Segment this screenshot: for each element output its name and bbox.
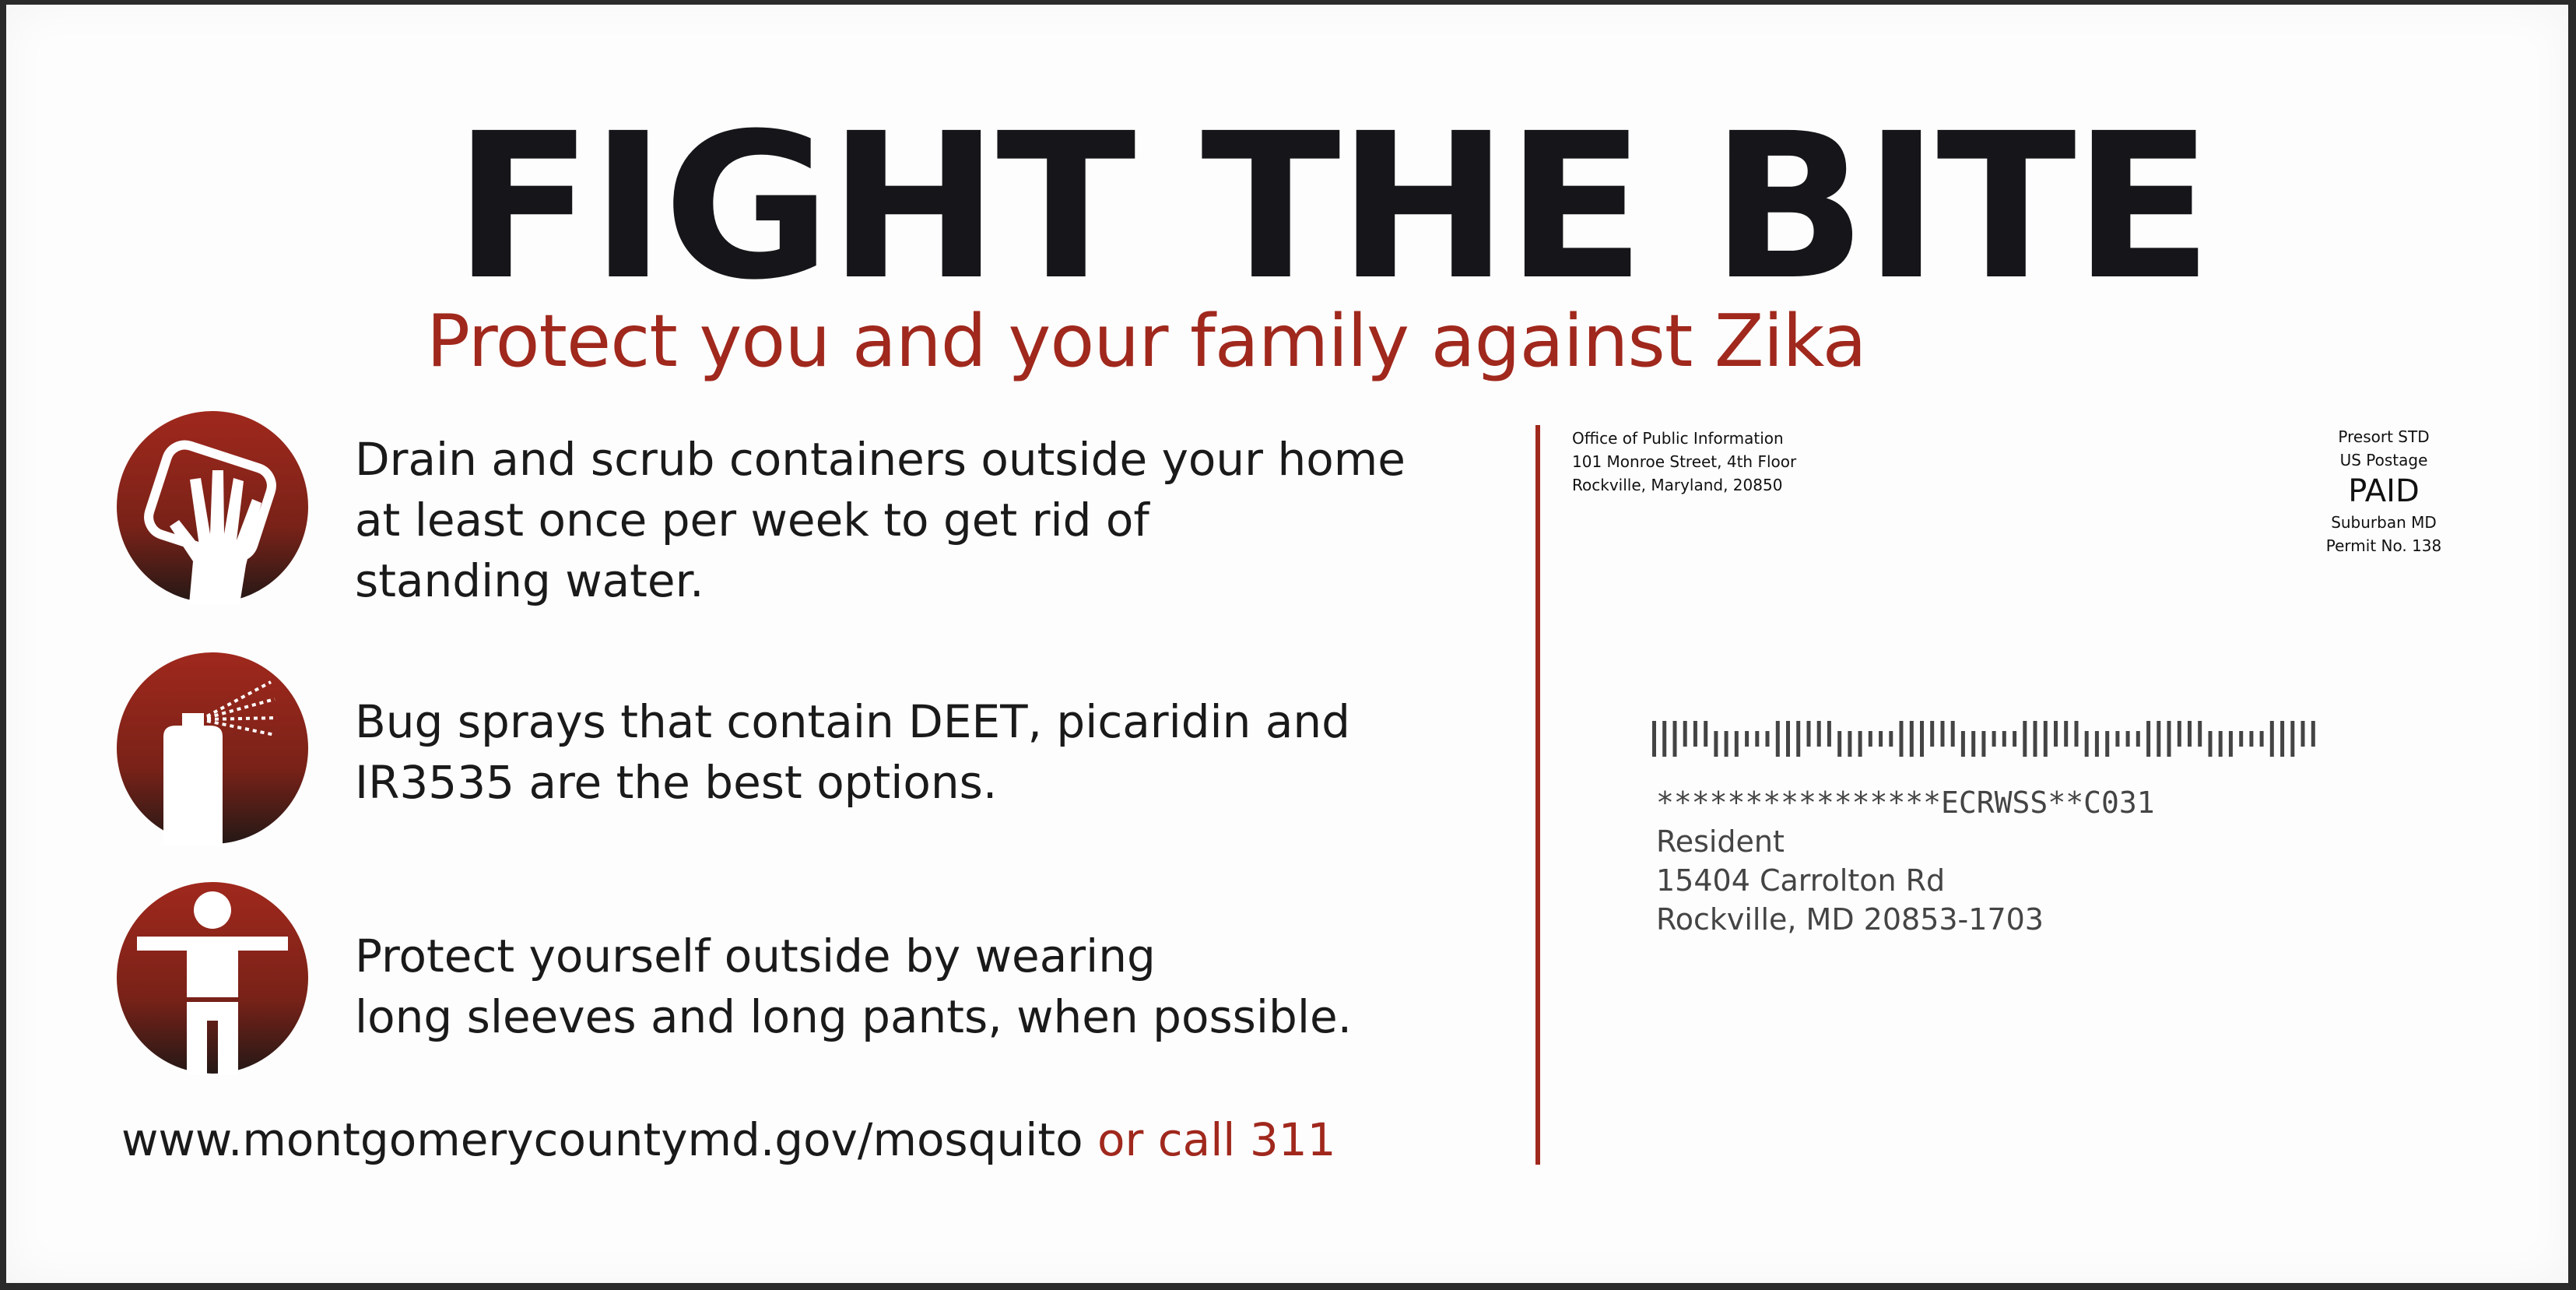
footer-contact [121, 1109, 1336, 1171]
recipient-city: Rockville, MD 20853-1703 [1656, 902, 2044, 937]
hand-scrubbing-container-icon [115, 409, 310, 604]
subheadline: Protect you and your family against Zika [426, 299, 1866, 383]
tip-text: Protect yourself outside by wearing long sleeves and long pants, when possible. [355, 930, 1353, 1043]
tip-text: Drain and scrub containers outside your home at least once per week to get rid of standing water. [355, 433, 1406, 607]
spray-can-icon [115, 651, 310, 845]
tip-text: Bug sprays that contain DEET, picaridin and IR3535 are the best options. [355, 695, 1350, 809]
person-long-sleeves-icon [115, 881, 310, 1075]
return-address: Office of Public Information 101 Monroe Street, 4th Floor Rockville, Maryland, 20850 [1572, 429, 1797, 494]
mailer-card [6, 5, 2568, 1283]
headline: FIGHT THE BITE [453, 90, 2210, 324]
website-link[interactable]: www.montgomerycountymd.gov/mosquito [121, 1113, 1083, 1166]
recipient-name: Resident [1656, 824, 1785, 859]
vertical-divider [1535, 425, 1540, 1165]
recipient-street: 15404 Carrolton Rd [1656, 863, 1946, 898]
call-311-text: or call 311 [1083, 1113, 1336, 1166]
postal-barcode [1652, 719, 2322, 758]
postage-indicia: Presort STD US Postage PAID Suburban MD Permit No. 138 [2325, 427, 2442, 555]
mailing-address [1656, 783, 2155, 939]
carrier-route: ****************ECRWSS**C031 [1656, 786, 2155, 820]
